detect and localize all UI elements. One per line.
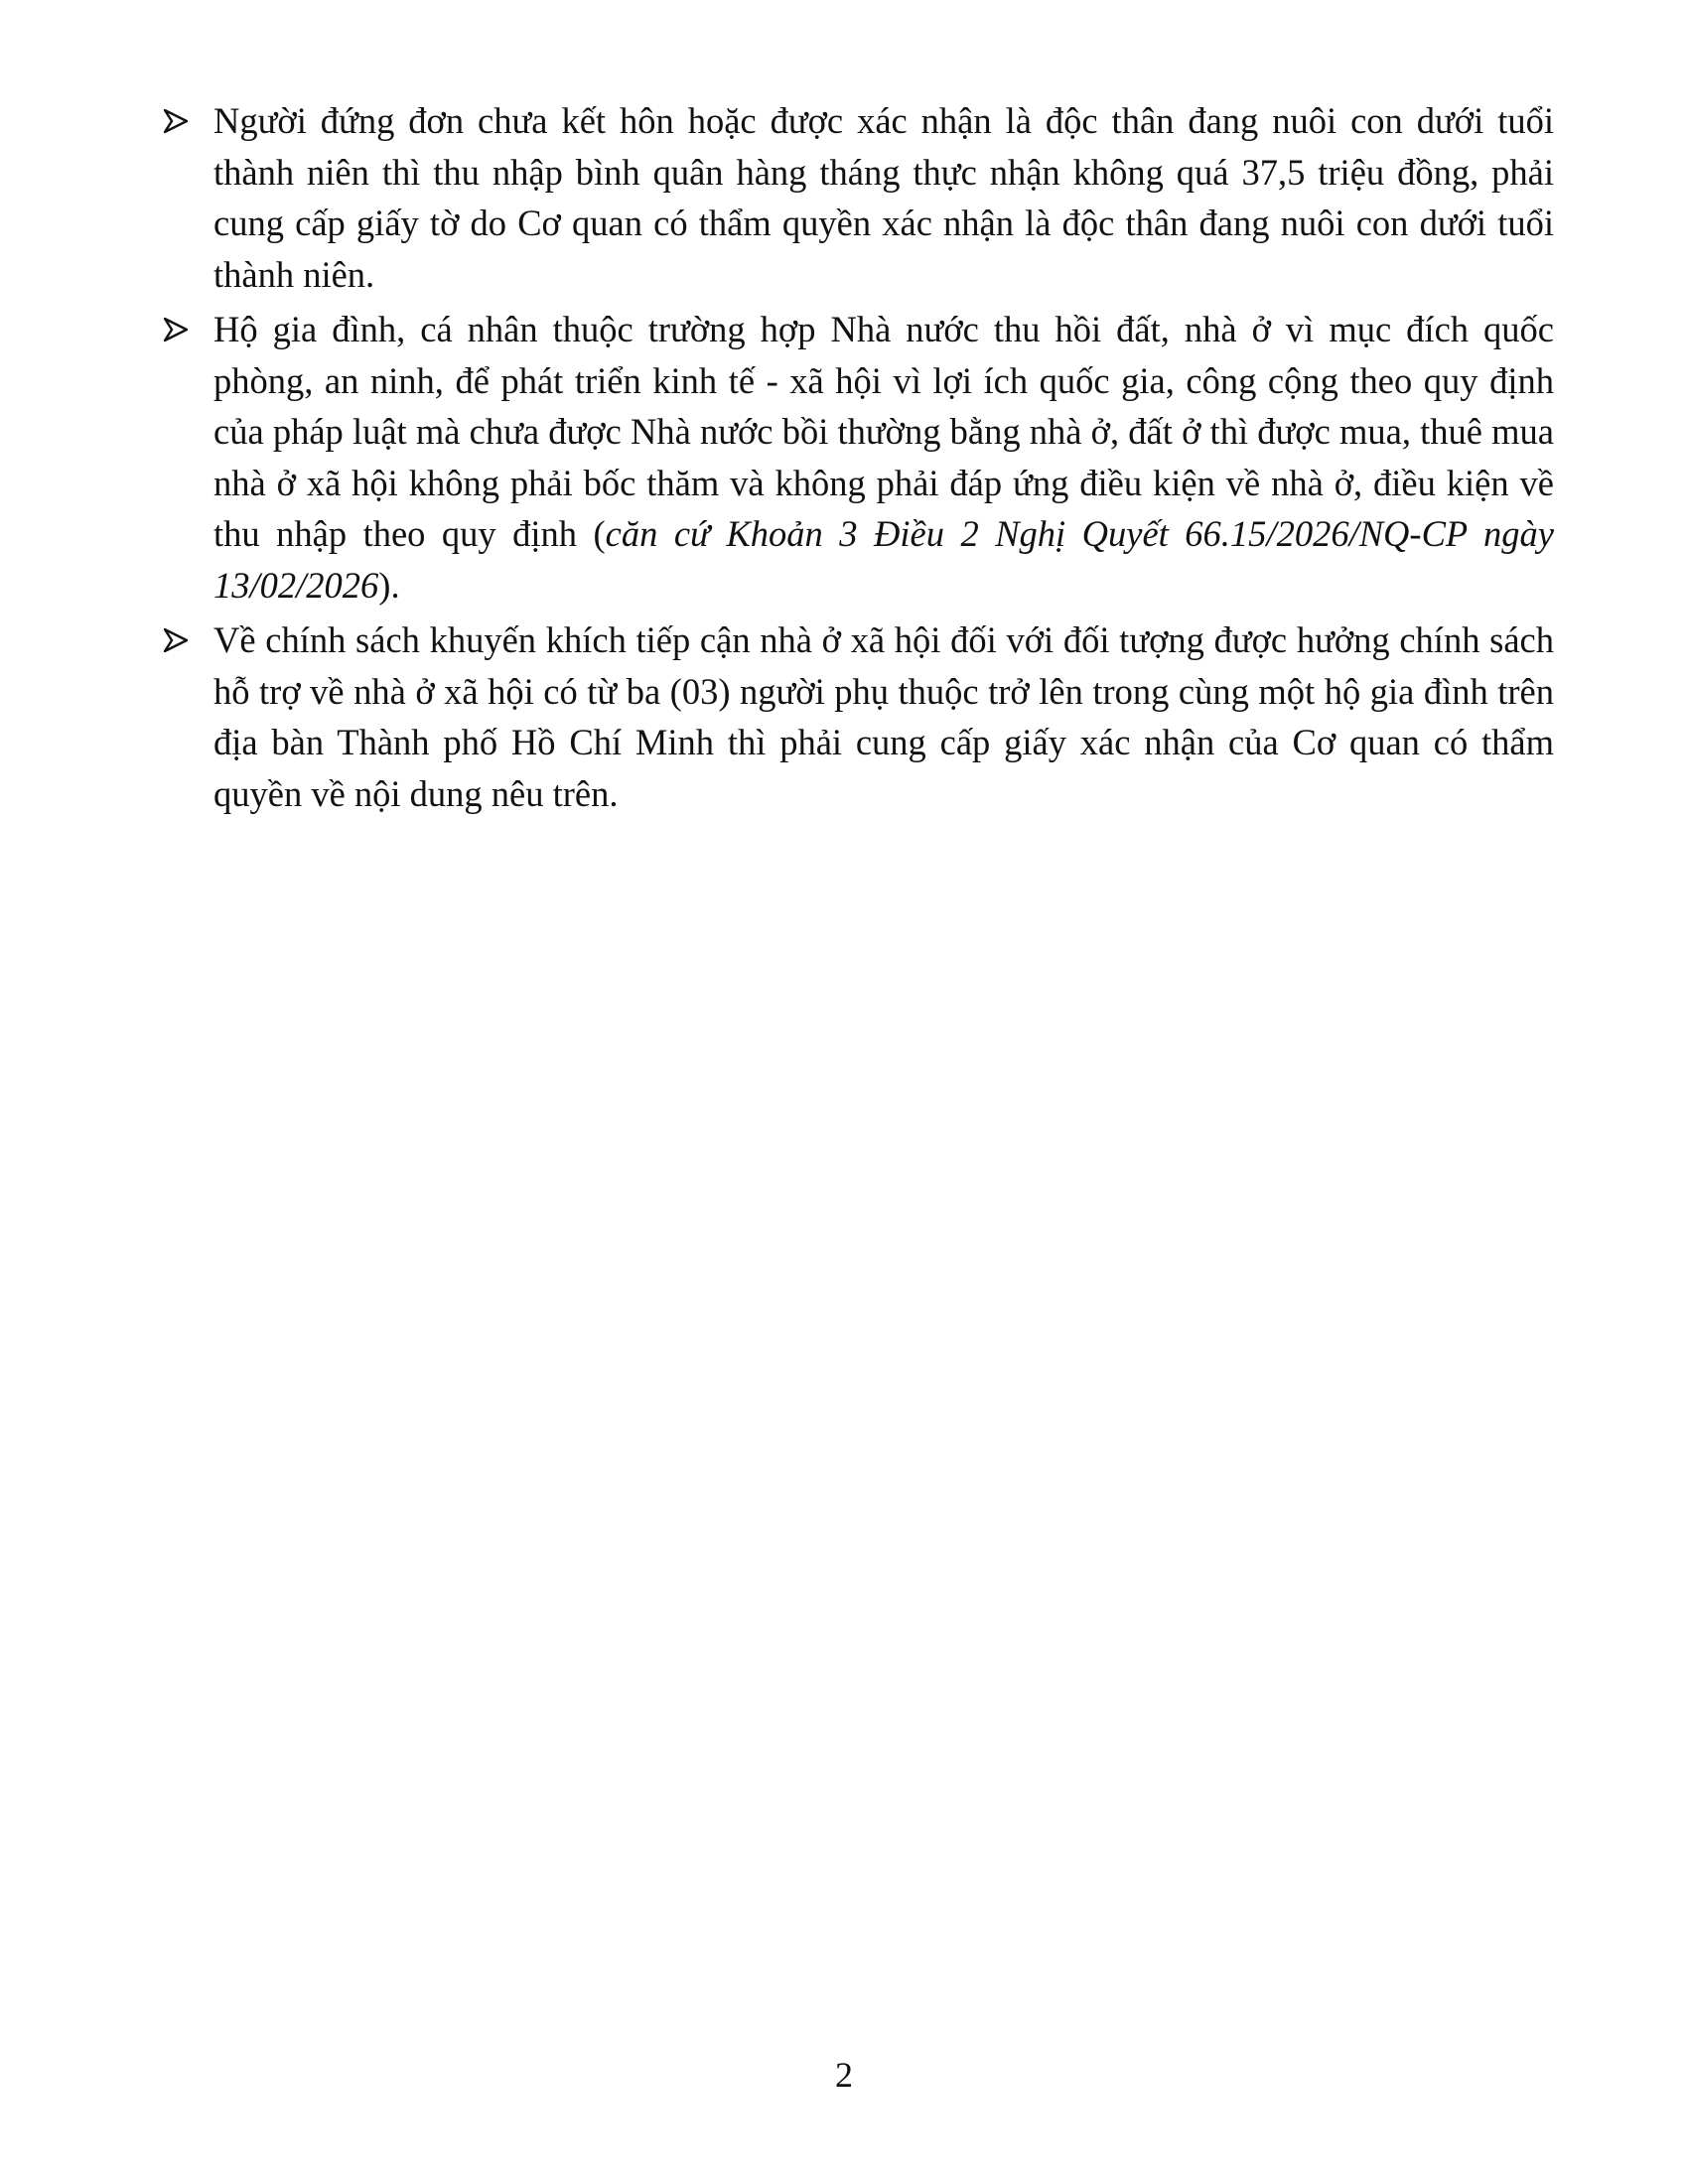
legal-citation: căn cứ Khoản 3 Điều 2 Nghị Quyết 66.15/2026/NQ-CP ngày 13/02/2026 bbox=[213, 513, 1554, 606]
bullet-text: Về chính sách khuyến khích tiếp cận nhà ở xã hội đối với đối tượng được hưởng chính sách hỗ trợ về nhà ở xã hội có từ ba (03) người phụ thuộc trở lên trong cùng một hộ gia đình trên địa bàn Thành phố Hồ Chí Minh thì phải cung cấp giấy xác nhận của Cơ quan có thẩm quyền về nội dung nêu trên. bbox=[213, 619, 1554, 814]
document-body bbox=[164, 95, 1554, 823]
bullet-item-land-recovery bbox=[164, 304, 1554, 611]
bullet-text: Hộ gia đình, cá nhân thuộc trường hợp Nhà nước thu hồi đất, nhà ở vì mục đích quốc phòng, an ninh, để phát triển kinh tế - xã hội vì lợi ích quốc gia, công cộng theo quy định của pháp luật mà chưa được Nhà nước bồi thường bằng nhà ở, đất ở thì được mua, thuê mua nhà ở xã hội không phải bốc thăm và không phải đáp ứng điều kiện về nhà ở, điều kiện về thu nhập theo quy định ( bbox=[213, 309, 1554, 554]
page-number: 2 bbox=[835, 2055, 853, 2095]
arrowhead-bullet-icon bbox=[164, 628, 188, 652]
arrowhead-bullet-icon bbox=[164, 109, 188, 133]
bullet-item-dependents bbox=[164, 614, 1554, 819]
bullet-text: Người đứng đơn chưa kết hôn hoặc được xác nhận là độc thân đang nuôi con dưới tuổi thành niên thì thu nhập bình quân hàng tháng thực nhận không quá 37,5 triệu đồng, phải cung cấp giấy tờ do Cơ quan có thẩm quyền xác nhận là độc thân đang nuôi con dưới tuổi thành niên. bbox=[213, 100, 1554, 295]
bullet-text-end: ). bbox=[378, 564, 400, 606]
arrowhead-bullet-icon bbox=[164, 318, 188, 341]
bullet-item-single-parent bbox=[164, 95, 1554, 300]
